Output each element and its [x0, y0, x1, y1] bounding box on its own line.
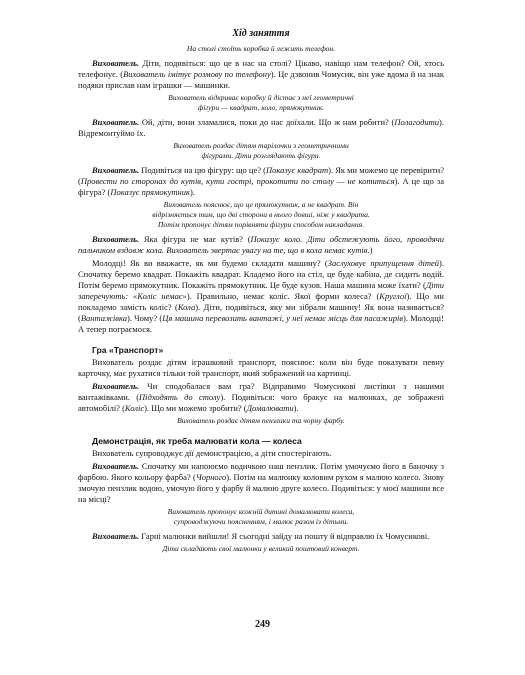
paragraph — [78, 531, 444, 542]
subsection-heading: Демонстрація, як треба малювати кола — колеса — [92, 436, 302, 446]
stage-direction: Вихователь відкриває коробку й дістає з неї геометричні фігури — квадрат, коло, прямокутник. — [168, 93, 354, 112]
text-run: ). — [189, 187, 195, 197]
section-title: Хід заняття — [232, 28, 290, 39]
italic-remark: Чорного — [195, 472, 227, 482]
text-run: ). — [293, 403, 299, 413]
subsection-heading: Гра «Транспорт» — [92, 345, 164, 355]
text-run: Ой, діти, вони зламалися, поки до нас доїхали. Що ж нам робити? ( — [139, 117, 395, 127]
paragraph — [78, 381, 444, 414]
italic-remark: Коліс — [124, 403, 145, 413]
stage-direction: Вихователь пояснює, що це прямокутник, а не квадрат. Він відрізняється тим, що дві сторони в нього довші, ніж у квадрата. Потім пропонує дітям порівняти фігури способом накладання. — [152, 200, 370, 229]
text-run: Вихователь супроводжує дії демонстрацією, а діти спостерігають. — [92, 448, 332, 458]
paragraph — [78, 357, 444, 379]
stage-direction: На столі стоїть коробка й лежить телефон. — [186, 44, 336, 53]
text-run: Спочатку ми напоюємо водичкою наш пензлик. Потім умочуємо його в баночку з фарбою. Якого кольору фарба? ( — [78, 461, 444, 482]
italic-remark: Показує квадрат — [266, 165, 329, 175]
italic-remark: Заслуховує припущення дітей — [327, 258, 440, 268]
speaker-label: Вихователь. — [92, 58, 140, 68]
italic-remark: Кола — [177, 302, 196, 312]
text-run: ). Молодці! А тепер пограємося. — [78, 313, 444, 334]
paragraph — [78, 165, 444, 198]
text-run: ). Що ми можемо зробити? ( — [144, 403, 247, 413]
page-number: 249 — [255, 619, 270, 630]
text-run: Подивіться на цю фігуру: що це? ( — [139, 165, 267, 175]
text-run: ). Це дзвонив Чомусик, він уже вдома й на знак подяки прислав нам іграшки — машинки. — [78, 69, 445, 90]
paragraph — [78, 258, 444, 335]
italic-remark: Полагодити — [394, 117, 440, 127]
speaker-label: Вихователь. — [92, 461, 140, 471]
text-run: Діти, подивіться: що це в нас на столі? Цікаво, навіщо нам телефон? Ой, хтось телефонує. ( — [78, 58, 444, 79]
paragraph — [78, 234, 444, 256]
text-run: ). Чому? ( — [126, 313, 163, 323]
paragraph — [78, 448, 444, 459]
text-run: ). А це що за фігура? ( — [78, 176, 444, 197]
text-run: ). Як ми можемо це перевірити? ( — [78, 165, 444, 186]
stage-direction: Діти складають свої малюнки у великий поштовий конверт. — [162, 544, 360, 553]
italic-remark: Показує коло. Діти обстежують його, проводячи пальчиком вздовж кола. Вихователь звертає увагу на те, що в кола немає кутів — [78, 234, 445, 255]
speaker-label: Вихователь. — [92, 531, 140, 541]
text-run: ). Діти, подивіться, яку ми зібрали машину! Як вона називається? ( — [78, 302, 444, 323]
text-run: ). Відремонтуймо їх. — [78, 117, 444, 138]
stage-direction: Вихователь пропонує кожній дитині домалювати колеса, супроводжуючи поясненням, і малює разом із дітьми. — [167, 507, 355, 526]
paragraph — [78, 58, 444, 91]
speaker-label: Вихователь. — [92, 117, 140, 127]
speaker-label: Вихователь. — [92, 381, 140, 391]
text-run: ). Подивіться: чого бракує на малюнках, де зображені автомобілі? ( — [78, 392, 445, 413]
text-run: ). Спочатку беремо квадрат. Покажіть квадрат. Кладемо його на стіл, це буде кабіна, де сидить водій. Потім беремо прямокутник. Покажіть прямокутник. Це буде кузов. Наша машина може їхати? ( — [78, 258, 444, 290]
italic-remark: Вихователь імітує розмову по телефону — [123, 69, 271, 79]
text-run: .) — [367, 245, 373, 255]
text-run: Чи сподобалася вам гра? Відправимо Чомусикові листівки з нашими вантажівками. ( — [78, 381, 444, 402]
italic-remark: Підходять до столу — [139, 392, 221, 402]
page-content — [78, 28, 444, 558]
speaker-label: Вихователь. — [92, 165, 140, 175]
italic-remark: Ця машина перевозить вантажі, у неї немає місць для пасажирів — [162, 313, 404, 323]
paragraph — [78, 461, 444, 505]
stage-direction: Вихователь роздає дітям тарілочки з геометричними фігурами. Діти розглядають фігури. — [173, 141, 349, 160]
italic-remark: Круглої — [379, 291, 407, 301]
speaker-label: Вихователь. — [92, 234, 140, 244]
paragraph — [78, 117, 444, 139]
text-run: Гарні малюнки вийшли! Я сьогодні зайду на пошту й відправлю їх Чомусикові. — [139, 531, 430, 541]
text-run: Молодці! Як ви вважаєте, як ми будемо складати машину? ( — [92, 258, 328, 268]
text-run: ). Що ми покладемо замість коліс? ( — [78, 291, 444, 312]
text-run: Яка фігура не має кутів? ( — [139, 234, 251, 244]
text-run: Вихователь роздає дітям іграшковий транспорт, пояснює: коли він буде показувати певну карточку, має рухатися тільки той транспорт, який зображений на картинці. — [78, 357, 444, 378]
italic-remark: Вантажівка — [80, 313, 127, 323]
text-run: ). Правильно, немає коліс. Якої форми колеса? ( — [186, 291, 380, 301]
italic-remark: Показує прямокутник — [110, 187, 190, 197]
italic-remark: Провести по сторонах до кутів, кути гострі, прокотити по столу — не котиться — [80, 176, 395, 186]
text-run: ). Потім на малюнку коловим рухом я малюю колесо. Знову змочую пензлик водою, умочую його у фарбу й малюю друге колесо. Подивіться: у моєї машини все на місці? — [78, 472, 445, 504]
italic-remark: Діти заперечують: «Коліс немає» — [78, 280, 444, 301]
italic-remark: Домалювати — [246, 403, 294, 413]
stage-direction: Вихователь роздає дітям пензлики та чорну фарбу. — [177, 416, 345, 425]
